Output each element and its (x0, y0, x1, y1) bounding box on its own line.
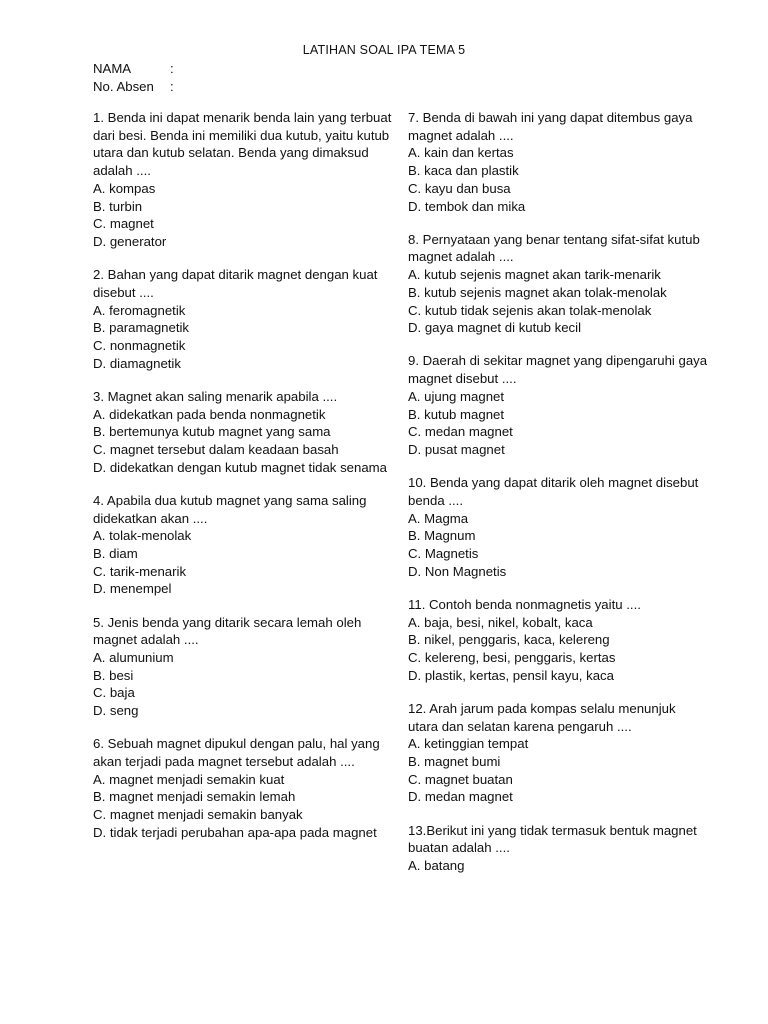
name-field (93, 60, 174, 78)
question-2 (93, 266, 393, 372)
option: A. feromagnetik (93, 302, 186, 318)
option: B. Magnum (408, 528, 476, 544)
question-text: 1. Benda ini dapat menarik benda lain yang terbuat dari besi. Benda ini memiliki dua kutub, yaitu kutub utara dan kutub selatan. Benda yang dimaksud adalah .... (93, 110, 392, 179)
option: B. besi (93, 667, 134, 683)
option: C. medan magnet (408, 424, 513, 440)
option: B. magnet bumi (408, 754, 501, 769)
absen-field (93, 78, 174, 96)
option: A. kompas (93, 180, 156, 196)
question-1 (93, 109, 393, 251)
student-info (93, 60, 174, 95)
option: C. magnet menjadi semakin banyak (93, 807, 303, 823)
option: B. kaca dan plastik (408, 163, 519, 179)
question-text: 7. Benda di bawah ini yang dapat ditembus gaya magnet adalah .... (408, 110, 693, 143)
option: D. pusat magnet (408, 441, 505, 457)
absen-label: No. Absen (93, 78, 154, 94)
option: C. magnet (93, 216, 154, 232)
question-4 (93, 492, 393, 598)
option: D. tidak terjadi perubahan apa-apa pada magnet (93, 824, 377, 840)
option: A. tolak-menolak (93, 528, 192, 544)
option: B. magnet menjadi semakin lemah (93, 789, 296, 805)
option: B. kutub magnet (408, 406, 505, 422)
option: A. alumunium (93, 649, 174, 665)
option: A. magnet menjadi semakin kuat (93, 771, 285, 787)
question-12 (408, 700, 708, 806)
option: D. Non Magnetis (408, 563, 507, 579)
option: A. batang (408, 858, 465, 874)
option: C. kayu dan busa (408, 180, 511, 196)
option: C. nonmagnetik (93, 337, 186, 353)
option: C. tarik-menarik (93, 563, 187, 579)
option: C. kelereng, besi, penggaris, kertas (408, 649, 616, 665)
option: D. diamagnetik (93, 355, 181, 371)
option: B. kutub sejenis magnet akan tolak-menolak (408, 284, 667, 300)
option: B. nikel, penggaris, kaca, kelereng (408, 632, 610, 648)
option: D. didekatkan dengan kutub magnet tidak senama (93, 459, 387, 475)
option: A. Magma (408, 510, 469, 526)
option: D. tembok dan mika (408, 198, 526, 214)
question-3 (93, 388, 393, 477)
option: B. bertemunya kutub magnet yang sama (93, 424, 331, 440)
option: A. kain dan kertas (408, 145, 514, 161)
question-10 (408, 474, 708, 580)
option: D. seng (93, 703, 139, 719)
option: A. ujung magnet (408, 388, 505, 404)
question-text: 11. Contoh benda nonmagnetis yaitu .... (408, 596, 641, 612)
option: C. baja (93, 685, 135, 701)
name-separator: : (170, 61, 174, 76)
option: D. plastik, kertas, pensil kayu, kaca (408, 667, 614, 683)
question-text: 2. Bahan yang dapat ditarik magnet dengan kuat disebut .... (93, 267, 378, 300)
option: C. magnet tersebut dalam keadaan basah (93, 441, 339, 457)
question-text: 10. Benda yang dapat ditarik oleh magnet disebut benda .... (408, 475, 699, 508)
name-label: NAMA (93, 61, 132, 76)
left-column (93, 109, 393, 857)
option: C. Magnetis (408, 545, 479, 561)
option: A. baja, besi, nikel, kobalt, kaca (408, 614, 593, 630)
question-text: 5. Jenis benda yang ditarik secara lemah oleh magnet adalah .... (93, 614, 362, 648)
question-text: 6. Sebuah magnet dipukul dengan palu, hal yang akan terjadi pada magnet tersebut adalah .... (93, 736, 380, 769)
question-11 (408, 596, 708, 685)
question-text: 3. Magnet akan saling menarik apabila .... (93, 388, 338, 404)
option: D. medan magnet (408, 789, 513, 805)
absen-separator: : (170, 78, 174, 94)
question-7 (408, 109, 708, 215)
option: A. ketinggian tempat (408, 736, 529, 752)
question-6 (93, 735, 393, 841)
question-text: 13.Berikut ini yang tidak termasuk bentuk magnet buatan adalah .... (408, 822, 697, 856)
question-text: 4. Apabila dua kutub magnet yang sama saling didekatkan akan .... (93, 492, 367, 526)
page-title: LATIHAN SOAL IPA TEMA 5 (302, 43, 466, 57)
option: B. paramagnetik (93, 320, 190, 336)
question-text: 9. Daerah di sekitar magnet yang dipengaruhi gaya magnet disebut .... (408, 353, 708, 387)
right-column (408, 109, 708, 890)
option: B. diam (93, 545, 138, 561)
question-5 (93, 614, 393, 720)
option: C. magnet buatan (408, 771, 513, 787)
option: B. turbin (93, 198, 143, 214)
option: D. menempel (93, 581, 172, 597)
question-text: 8. Pernyataan yang benar tentang sifat-sifat kutub magnet adalah .... (408, 231, 700, 265)
option: A. kutub sejenis magnet akan tarik-menarik (408, 267, 661, 283)
option: C. kutub tidak sejenis akan tolak-menolak (408, 302, 652, 318)
option: D. generator (93, 233, 167, 249)
option: D. gaya magnet di kutub kecil (408, 320, 581, 336)
question-8 (408, 231, 708, 337)
question-13 (408, 822, 708, 875)
question-9 (408, 352, 708, 458)
question-text: 12. Arah jarum pada kompas selalu menunjuk utara dan selatan karena pengaruh .... (408, 700, 676, 734)
option: A. didekatkan pada benda nonmagnetik (93, 406, 326, 422)
